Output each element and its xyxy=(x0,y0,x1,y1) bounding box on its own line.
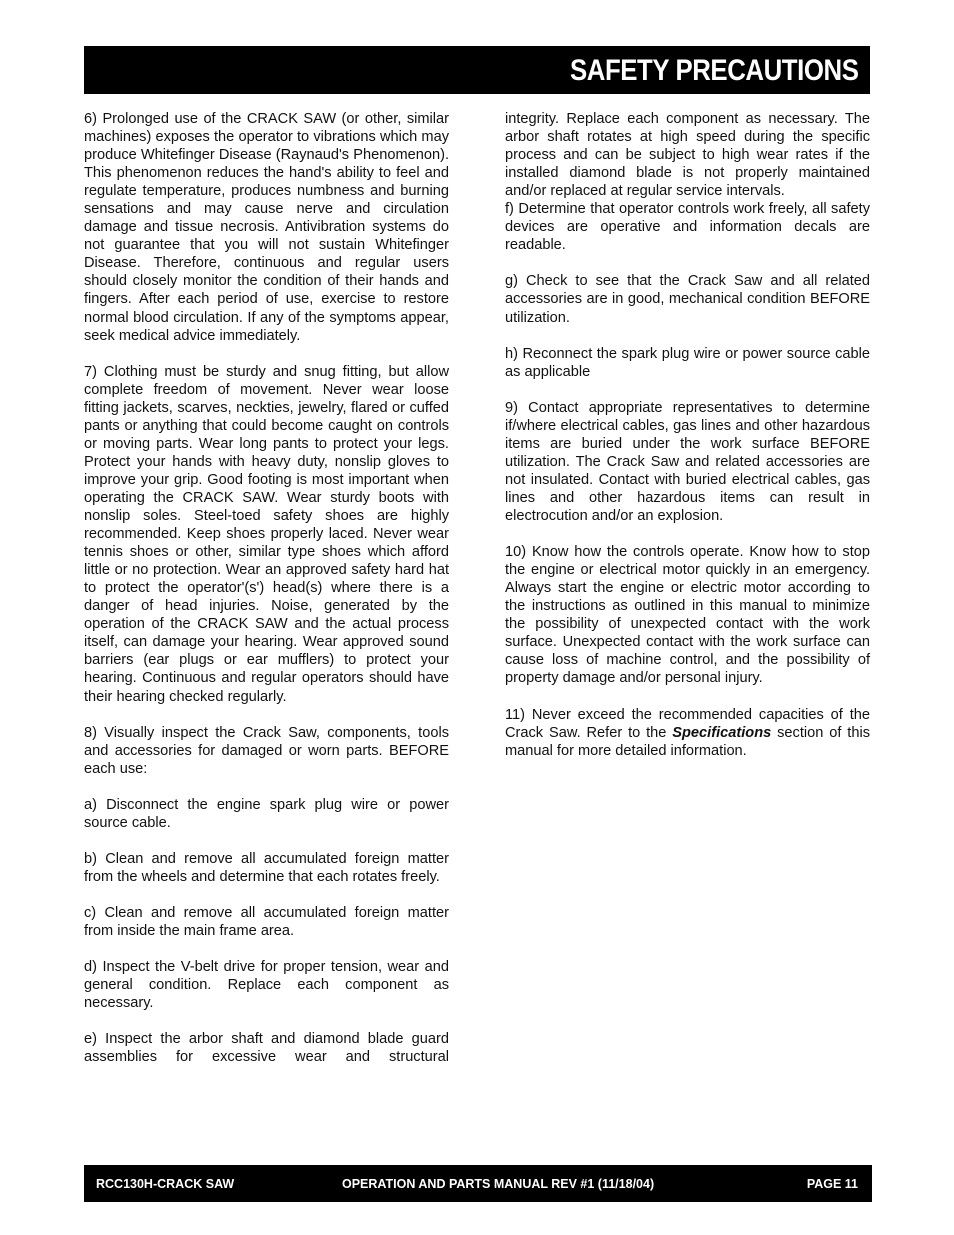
paragraph-10-know-controls: 10) Know how the controls operate. Know how to stop the engine or electrical motor quickly in an emergency. Always start the engine or electric motor according to the instructions as outlined in this manual to minimize the possibility of unexpected contact with the work surface. Unexpected contact with the work surface can cause loss of machine control, and the possibility of property damage and/or personal injury. xyxy=(505,544,870,687)
paragraph-a-disconnect: a) Disconnect the engine spark plug wire or power source cable. xyxy=(84,796,449,831)
paragraph-b-wheels: b) Clean and remove all accumulated foreign matter from the wheels and determine that each rotates freely. xyxy=(84,850,449,885)
paragraph-e-continued: integrity. Replace each component as necessary. The arbor shaft rotates at high speed during the specific process and can be subject to high wear rates if the installed diamond blade is not properly maintained and/or replaced at regular service intervals. xyxy=(505,111,870,200)
footer-manual-revision: OPERATION AND PARTS MANUAL REV #1 (11/18/04) xyxy=(342,1177,655,1191)
page-title: SAFETY PRECAUTIONS xyxy=(569,54,858,87)
paragraph-7-clothing: 7) Clothing must be sturdy and snug fitting, but allow complete freedom of movement. Never wear loose fitting jackets, scarves, neckties, jewelry, flared or cuffed pants or anything that could become caught on controls or moving parts. Wear long pants to protect your legs. Protect your hands with heavy duty, nonslip gloves to improve your grip. Good footing is most important when operating the CRACK SAW. Wear sturdy boots with nonslip soles. Steel-toed safety shoes are highly recommended. Keep shoes properly laced. Never wear tennis shoes or other, similar type shoes which afford little or no protection. Wear an approved safety hard hat to protect the operator'(s') head(s) where there is a danger of head injuries. Noise, generated by the operation of the CRACK SAW and the actual process itself, can damage your hearing. Wear approved sound barriers (ear plugs or ear mufflers) to protect your hearing. Continuous and regular operators should have their hearing checked regularly. xyxy=(84,363,449,705)
paragraph-h-reconnect: h) Reconnect the spark plug wire or power source cable as applicable xyxy=(505,345,870,380)
paragraph-8-inspect: 8) Visually inspect the Crack Saw, components, tools and accessories for damaged or worn parts. BEFORE each use: xyxy=(84,724,449,777)
paragraph-11-capacities xyxy=(505,706,870,760)
paragraph-e-arbor-shaft: e) Inspect the arbor shaft and diamond blade guard assemblies for excessive wear and structural xyxy=(84,1031,449,1066)
page-header-bar xyxy=(84,46,870,94)
specifications-emphasis: Specifications xyxy=(672,724,772,741)
right-text-column xyxy=(505,110,870,778)
footer-page-number: PAGE 11 xyxy=(806,1177,858,1191)
paragraph-c-main-frame: c) Clean and remove all accumulated foreign matter from inside the main frame area. xyxy=(84,905,449,940)
footer-model-name: RCC130H-CRACK SAW xyxy=(96,1177,235,1191)
paragraph-11-text-start: 11) Never exceed the recommended capacities of the Crack Saw. Refer to the xyxy=(505,706,870,741)
paragraph-6-vibration: 6) Prolonged use of the CRACK SAW (or other, similar machines) exposes the operator to vibrations which may produce Whitefinger Disease (Raynaud's Phenomenon). This phenomenon reduces the hand's ability to feel and regulate temperature, produces numbness and burning sensations and may cause nerve and circulation damage and tissue necrosis. Antivibration systems do not guarantee that you will not sustain Whitefinger Disease. Therefore, continuous and regular users should closely monitor the condition of their hands and fingers. After each period of use, exercise to restore normal blood circulation. If any of the symptoms appear, seek medical advice immediately. xyxy=(84,111,449,344)
left-text-column xyxy=(84,110,449,1066)
paragraph-g-condition: g) Check to see that the Crack Saw and all related accessories are in good, mechanical condition BEFORE utilization. xyxy=(505,273,870,326)
paragraph-11-text-end: section of this manual for more detailed information. xyxy=(505,724,870,759)
page-footer-bar xyxy=(84,1165,872,1202)
paragraph-9-buried-utilities: 9) Contact appropriate representatives to determine if/where electrical cables, gas lines and other hazardous items are buried under the work surface BEFORE utilization. The Crack Saw and related accessories are not insulated. Contact with buried electrical cables, gas lines and other hazardous items can result in electrocution and/or an explosion. xyxy=(505,399,870,525)
paragraph-f-controls: f) Determine that operator controls work freely, all safety devices are operative and information decals are readable. xyxy=(505,201,870,254)
paragraph-d-v-belt: d) Inspect the V-belt drive for proper tension, wear and general condition. Replace each component as necessary. xyxy=(84,959,449,1012)
